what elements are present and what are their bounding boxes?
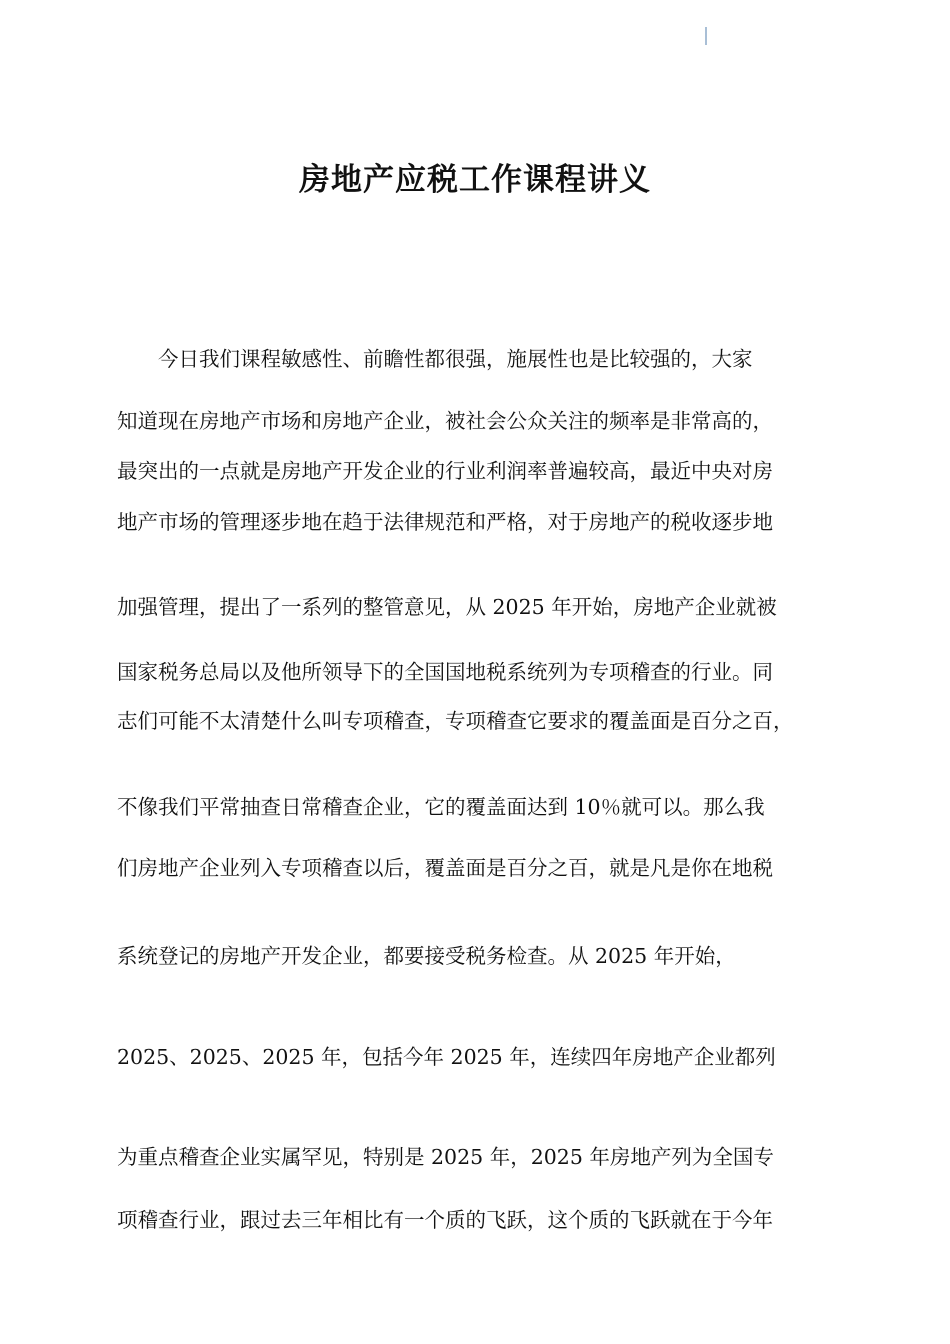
body-line: 知道现在房地产市场和房地产企业，被社会公众关注的频率是非常高的， <box>117 409 773 433</box>
text-cursor-mark <box>705 27 707 45</box>
body-line: 地产市场的管理逐步地在趋于法律规范和严格，对于房地产的税收逐步地 <box>117 510 773 534</box>
body-line: 最突出的一点就是房地产开发企业的行业利润率普遍较高，最近中央对房 <box>117 459 773 483</box>
body-line: 不像我们平常抽查日常稽查企业，它的覆盖面达到 10％就可以。那么我 <box>117 795 765 819</box>
body-line: 为重点稽查企业实属罕见，特别是 2025 年，2025 年房地产列为全国专 <box>117 1145 774 1169</box>
body-line: 志们可能不太清楚什么叫专项稽查，专项稽查它要求的覆盖面是百分之百， <box>117 709 794 733</box>
body-line: 2025、2025、2025 年，包括今年 2025 年，连续四年房地产企业都列 <box>117 1045 776 1069</box>
body-line: 国家税务总局以及他所领导下的全国国地税系统列为专项稽查的行业。同 <box>117 660 773 684</box>
body-line: 们房地产企业列入专项稽查以后，覆盖面是百分之百，就是凡是你在地税 <box>117 856 773 880</box>
body-line: 系统登记的房地产开发企业，都要接受税务检查。从 2025 年开始， <box>117 944 736 968</box>
body-line: 今日我们课程敏感性、前瞻性都很强，施展性也是比较强的，大家 <box>117 347 753 371</box>
document-title: 房地产应税工作课程讲义 <box>299 162 651 198</box>
body-line: 项稽查行业，跟过去三年相比有一个质的飞跃，这个质的飞跃就在于今年 <box>117 1208 773 1232</box>
body-line: 加强管理，提出了一系列的整管意见，从 2025 年开始，房地产企业就被 <box>117 595 777 619</box>
